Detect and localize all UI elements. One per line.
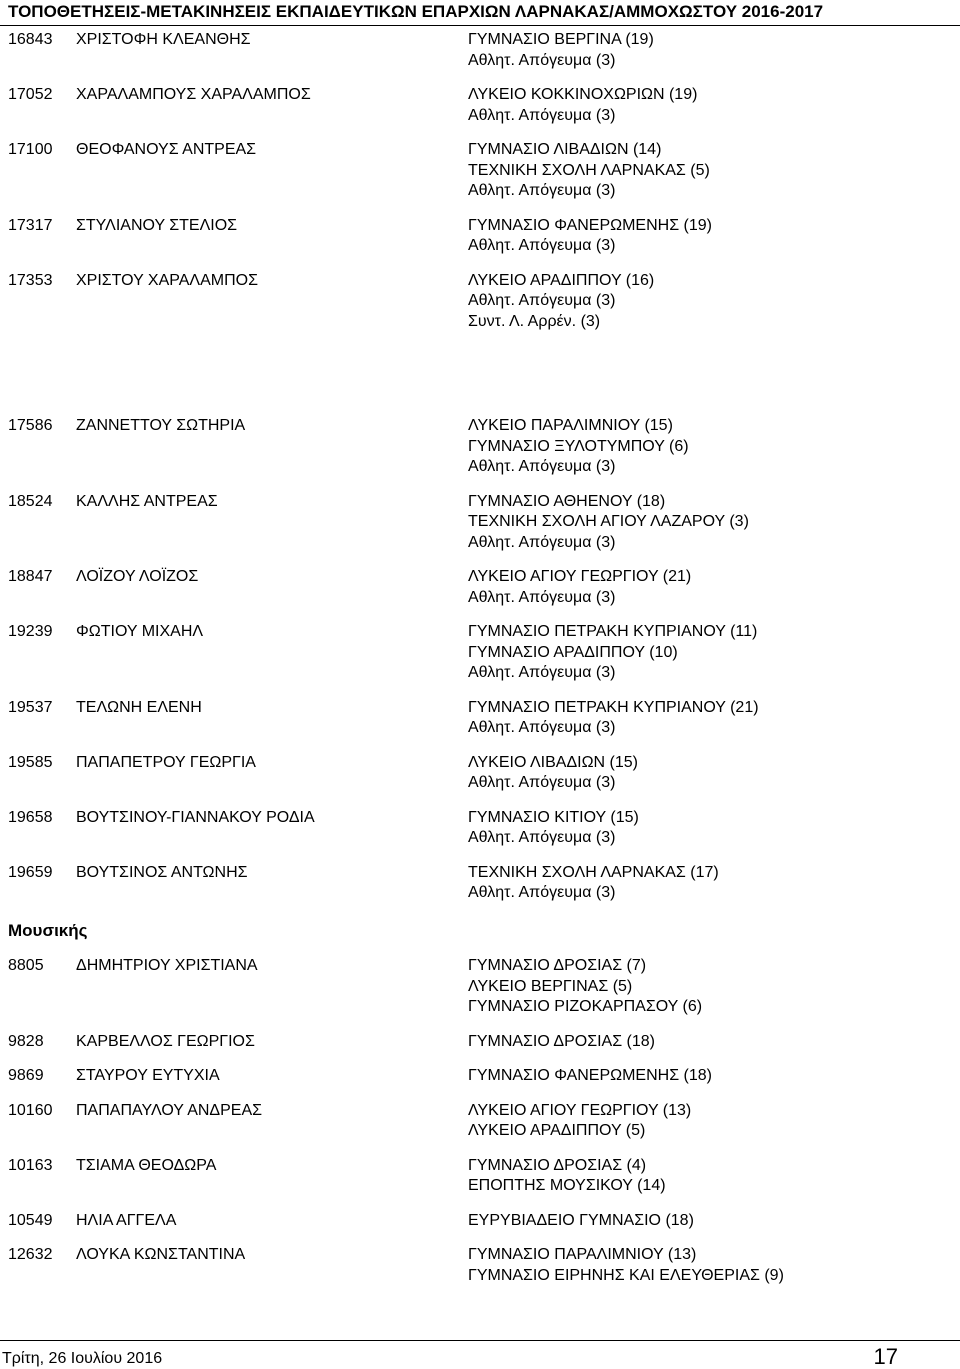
- teacher-name: ΠΑΠΑΠΕΤΡΟΥ ΓΕΩΡΓΙΑ: [76, 753, 256, 771]
- teacher-entry: [0, 216, 960, 257]
- assignment-line: Αθλητ. Απόγευμα (3): [468, 884, 616, 901]
- teacher-code: 17586: [8, 417, 53, 434]
- assignment-line: ΕΥΡΥΒΙΑΔΕΙΟ ΓΥΜΝΑΣΙΟ (18): [468, 1211, 694, 1229]
- teacher-name: ΒΟΥΤΣΙΝΟΥ-ΓΙΑΝΝΑΚΟΥ ΡΟΔΙΑ: [76, 808, 315, 826]
- teacher-assignments: [468, 1032, 948, 1053]
- teacher-code: 9869: [8, 1067, 44, 1084]
- teacher-code: 16843: [8, 31, 53, 48]
- assignment-line: ΓΥΜΝΑΣΙΟ ΦΑΝΕΡΩΜΕΝΗΣ (18): [468, 1067, 712, 1084]
- teacher-name: ΒΟΥΤΣΙΝΟΣ ΑΝΤΩΝΗΣ: [76, 863, 248, 881]
- teacher-code: 17052: [8, 86, 53, 103]
- teacher-entry: [0, 140, 960, 202]
- assignment-line: ΕΠΟΠΤΗΣ ΜΟΥΣΙΚΟΥ (14): [468, 1177, 666, 1194]
- teacher-code: 12632: [8, 1246, 53, 1263]
- assignment-line: ΓΥΜΝΑΣΙΟ ΑΘΗΕΝΟΥ (18): [468, 492, 666, 510]
- teacher-assignments: [468, 492, 948, 554]
- teacher-assignments: [468, 140, 948, 202]
- assignment-line: Αθλητ. Απόγευμα (3): [468, 588, 616, 606]
- teacher-entry: [0, 863, 960, 904]
- assignment-line: ΓΥΜΝΑΣΙΟ ΑΡΑΔΙΠΠΟΥ (10): [468, 643, 678, 661]
- assignment-line: Αθλητ. Απόγευμα (3): [468, 237, 616, 254]
- teacher-name: ΤΣΙΑΜΑ ΘΕΟΔΩΡΑ: [76, 1156, 217, 1174]
- teacher-assignments: [468, 956, 948, 1018]
- teacher-name: ΣΤΑΥΡΟΥ ΕΥΤΥΧΙΑ: [76, 1067, 220, 1084]
- assignment-line: ΤΕΧΝΙΚΗ ΣΧΟΛΗ ΛΑΡΝΑΚΑΣ (5): [468, 161, 710, 179]
- teacher-name: ΚΑΡΒΕΛΛΟΣ ΓΕΩΡΓΙΟΣ: [76, 1032, 255, 1050]
- teacher-assignments: [468, 567, 948, 608]
- assignment-line: ΛΥΚΕΙΟ ΑΓΙΟΥ ΓΕΩΡΓΙΟΥ (13): [468, 1101, 692, 1119]
- teacher-code: 19585: [8, 753, 53, 771]
- page-number: 17: [873, 1344, 898, 1369]
- assignment-line: Αθλητ. Απόγευμα (3): [468, 533, 616, 551]
- assignment-line: Αθλητ. Απόγευμα (3): [468, 829, 616, 846]
- teacher-name: ΔΗΜΗΤΡΙΟΥ ΧΡΙΣΤΙΑΝΑ: [76, 957, 258, 974]
- assignment-line: ΓΥΜΝΑΣΙΟ ΕΙΡΗΝΗΣ ΚΑΙ ΕΛΕΥΘΕΡΙΑΣ (9): [468, 1266, 784, 1284]
- assignment-line: ΓΥΜΝΑΣΙΟ ΠΑΡΑΛΙΜΝΙΟΥ (13): [468, 1246, 697, 1263]
- teacher-code: 10160: [8, 1101, 53, 1119]
- teacher-name: ΤΕΛΩΝΗ ΕΛΕΝΗ: [76, 698, 202, 716]
- teacher-assignments: [468, 1101, 948, 1142]
- teacher-entry: [0, 698, 960, 739]
- teacher-entry: [0, 567, 960, 608]
- teacher-assignments: [468, 622, 948, 684]
- teacher-entry: [0, 1066, 960, 1087]
- teacher-name: ΘΕΟΦΑΝΟΥΣ ΑΝΤΡΕΑΣ: [76, 141, 257, 158]
- music-section-heading: Μουσικής: [8, 921, 88, 940]
- assignment-line: ΓΥΜΝΑΣΙΟ ΞΥΛΟΤΥΜΠΟΥ (6): [468, 437, 689, 455]
- teacher-name: ΗΛΙΑ ΑΓΓΕΛΑ: [76, 1211, 177, 1229]
- assignment-line: Αθλητ. Απόγευμα (3): [468, 664, 616, 681]
- page-footer: [0, 1340, 960, 1369]
- teacher-assignments: [468, 1156, 948, 1197]
- teacher-assignments: [468, 1066, 948, 1087]
- assignment-line: ΛΥΚΕΙΟ ΑΡΑΔΙΠΠΟΥ (16): [468, 271, 655, 289]
- assignment-line: Αθλητ. Απόγευμα (3): [468, 182, 616, 199]
- assignment-line: ΛΥΚΕΙΟ ΑΡΑΔΙΠΠΟΥ (5): [468, 1122, 646, 1139]
- teacher-entry: [0, 808, 960, 849]
- teacher-code: 17317: [8, 216, 53, 234]
- teacher-assignments: [468, 416, 948, 478]
- teacher-code: 17100: [8, 141, 53, 158]
- assignment-line: ΛΥΚΕΙΟ ΠΑΡΑΛΙΜΝΙΟΥ (15): [468, 417, 673, 434]
- assignment-line: ΛΥΚΕΙΟ ΚΟΚΚΙΝΟΧΩΡΙΩΝ (19): [468, 86, 698, 103]
- assignment-line: ΓΥΜΝΑΣΙΟ ΚΙΤΙΟΥ (15): [468, 808, 639, 826]
- teacher-entry: [0, 1101, 960, 1142]
- teacher-entry: [0, 1032, 960, 1053]
- teacher-code: 19659: [8, 863, 53, 881]
- teacher-name: ΖΑΝΝΕΤΤΟΥ ΣΩΤΗΡΙΑ: [76, 417, 246, 434]
- page-title: ΤΟΠΟΘΕΤΗΣΕΙΣ-ΜΕΤΑΚΙΝΗΣΕΙΣ ΕΚΠΑΙΔΕΥΤΙΚΩΝ ΕΠΑΡΧΙΩΝ ΛΑΡΝΑΚΑΣ/ΑΜΜΟΧΩΣΤΟΥ 2016-2017: [0, 0, 960, 26]
- teacher-code: 19537: [8, 698, 53, 716]
- group1-list: [0, 30, 960, 346]
- teacher-assignments: [468, 216, 948, 257]
- teacher-assignments: [468, 808, 948, 849]
- music-list: [0, 956, 960, 1300]
- assignment-line: ΓΥΜΝΑΣΙΟ ΛΙΒΑΔΙΩΝ (14): [468, 141, 662, 158]
- teacher-name: ΦΩΤΙΟΥ ΜΙΧΑΗΛ: [76, 623, 204, 640]
- teacher-entry: [0, 416, 960, 478]
- teacher-code: 10163: [8, 1156, 53, 1174]
- teacher-entry: [0, 30, 960, 71]
- teacher-entry: [0, 492, 960, 554]
- assignment-line: Αθλητ. Απόγευμα (3): [468, 51, 616, 69]
- assignment-line: ΓΥΜΝΑΣΙΟ ΔΡΟΣΙΑΣ (18): [468, 1032, 655, 1050]
- assignment-line: Αθλητ. Απόγευμα (3): [468, 106, 616, 124]
- assignment-line: ΓΥΜΝΑΣΙΟ ΔΡΟΣΙΑΣ (7): [468, 957, 647, 974]
- teacher-name: ΛΟΥΚΑ ΚΩΝΣΤΑΝΤΙΝΑ: [76, 1246, 246, 1263]
- teacher-name: ΧΑΡΑΛΑΜΠΟΥΣ ΧΑΡΑΛΑΜΠΟΣ: [76, 86, 311, 103]
- teacher-assignments: [468, 863, 948, 904]
- teacher-assignments: [468, 698, 948, 739]
- assignment-line: Συντ. Λ. Αρρέν. (3): [468, 312, 601, 330]
- teacher-entry: [0, 85, 960, 126]
- group2-list: [0, 416, 960, 918]
- teacher-code: 19658: [8, 808, 53, 826]
- teacher-code: 10549: [8, 1211, 53, 1229]
- assignment-line: ΤΕΧΝΙΚΗ ΣΧΟΛΗ ΑΓΙΟΥ ΛΑΖΑΡΟΥ (3): [468, 513, 749, 530]
- teacher-assignments: [468, 1245, 948, 1286]
- teacher-assignments: [468, 753, 948, 794]
- assignment-line: ΛΥΚΕΙΟ ΒΕΡΓΙΝΑΣ (5): [468, 977, 633, 995]
- teacher-code: 19239: [8, 623, 53, 640]
- teacher-name: ΧΡΙΣΤΟΥ ΧΑΡΑΛΑΜΠΟΣ: [76, 271, 258, 289]
- teacher-entry: [0, 956, 960, 1018]
- teacher-assignments: [468, 271, 948, 333]
- teacher-name: ΣΤΥΛΙΑΝΟΥ ΣΤΕΛΙΟΣ: [76, 216, 238, 234]
- assignment-line: ΓΥΜΝΑΣΙΟ ΦΑΝΕΡΩΜΕΝΗΣ (19): [468, 216, 712, 234]
- assignment-line: ΓΥΜΝΑΣΙΟ ΡΙΖΟΚΑΡΠΑΣΟΥ (6): [468, 998, 703, 1015]
- footer-date: Τρίτη, 26 Ιουλίου 2016: [2, 1350, 163, 1367]
- teacher-name: ΚΑΛΛΗΣ ΑΝΤΡΕΑΣ: [76, 492, 218, 510]
- teacher-entry: [0, 271, 960, 333]
- assignment-line: ΤΕΧΝΙΚΗ ΣΧΟΛΗ ΛΑΡΝΑΚΑΣ (17): [468, 863, 719, 881]
- teacher-entry: [0, 622, 960, 684]
- teacher-assignments: [468, 30, 948, 71]
- teacher-assignments: [468, 85, 948, 126]
- assignment-line: ΓΥΜΝΑΣΙΟ ΔΡΟΣΙΑΣ (4): [468, 1156, 647, 1174]
- assignment-line: Αθλητ. Απόγευμα (3): [468, 774, 616, 791]
- teacher-entry: [0, 1156, 960, 1197]
- teacher-entry: [0, 1211, 960, 1232]
- assignment-line: ΓΥΜΝΑΣΙΟ ΠΕΤΡΑΚΗ ΚΥΠΡΙΑΝΟΥ (21): [468, 698, 759, 716]
- teacher-entry: [0, 1245, 960, 1286]
- teacher-entry: [0, 753, 960, 794]
- teacher-name: ΛΟΪΖΟΥ ΛΟΪΖΟΣ: [76, 568, 199, 585]
- assignment-line: ΛΥΚΕΙΟ ΑΓΙΟΥ ΓΕΩΡΓΙΟΥ (21): [468, 568, 692, 585]
- teacher-code: 17353: [8, 271, 53, 289]
- teacher-name: ΠΑΠΑΠΑΥΛΟΥ ΑΝΔΡΕΑΣ: [76, 1101, 263, 1119]
- teacher-name: ΧΡΙΣΤΟΦΗ ΚΛΕΑΝΘΗΣ: [76, 31, 251, 48]
- teacher-code: 18524: [8, 492, 53, 510]
- assignment-line: Αθλητ. Απόγευμα (3): [468, 719, 616, 736]
- assignment-line: ΓΥΜΝΑΣΙΟ ΠΕΤΡΑΚΗ ΚΥΠΡΙΑΝΟΥ (11): [468, 623, 758, 640]
- teacher-assignments: [468, 1211, 948, 1232]
- teacher-code: 9828: [8, 1032, 44, 1050]
- assignment-line: ΓΥΜΝΑΣΙΟ ΒΕΡΓΙΝΑ (19): [468, 31, 654, 48]
- assignment-line: Αθλητ. Απόγευμα (3): [468, 292, 616, 309]
- teacher-code: 8805: [8, 957, 44, 974]
- assignment-line: ΛΥΚΕΙΟ ΛΙΒΑΔΙΩΝ (15): [468, 753, 638, 771]
- assignment-line: Αθλητ. Απόγευμα (3): [468, 458, 616, 475]
- teacher-code: 18847: [8, 568, 53, 585]
